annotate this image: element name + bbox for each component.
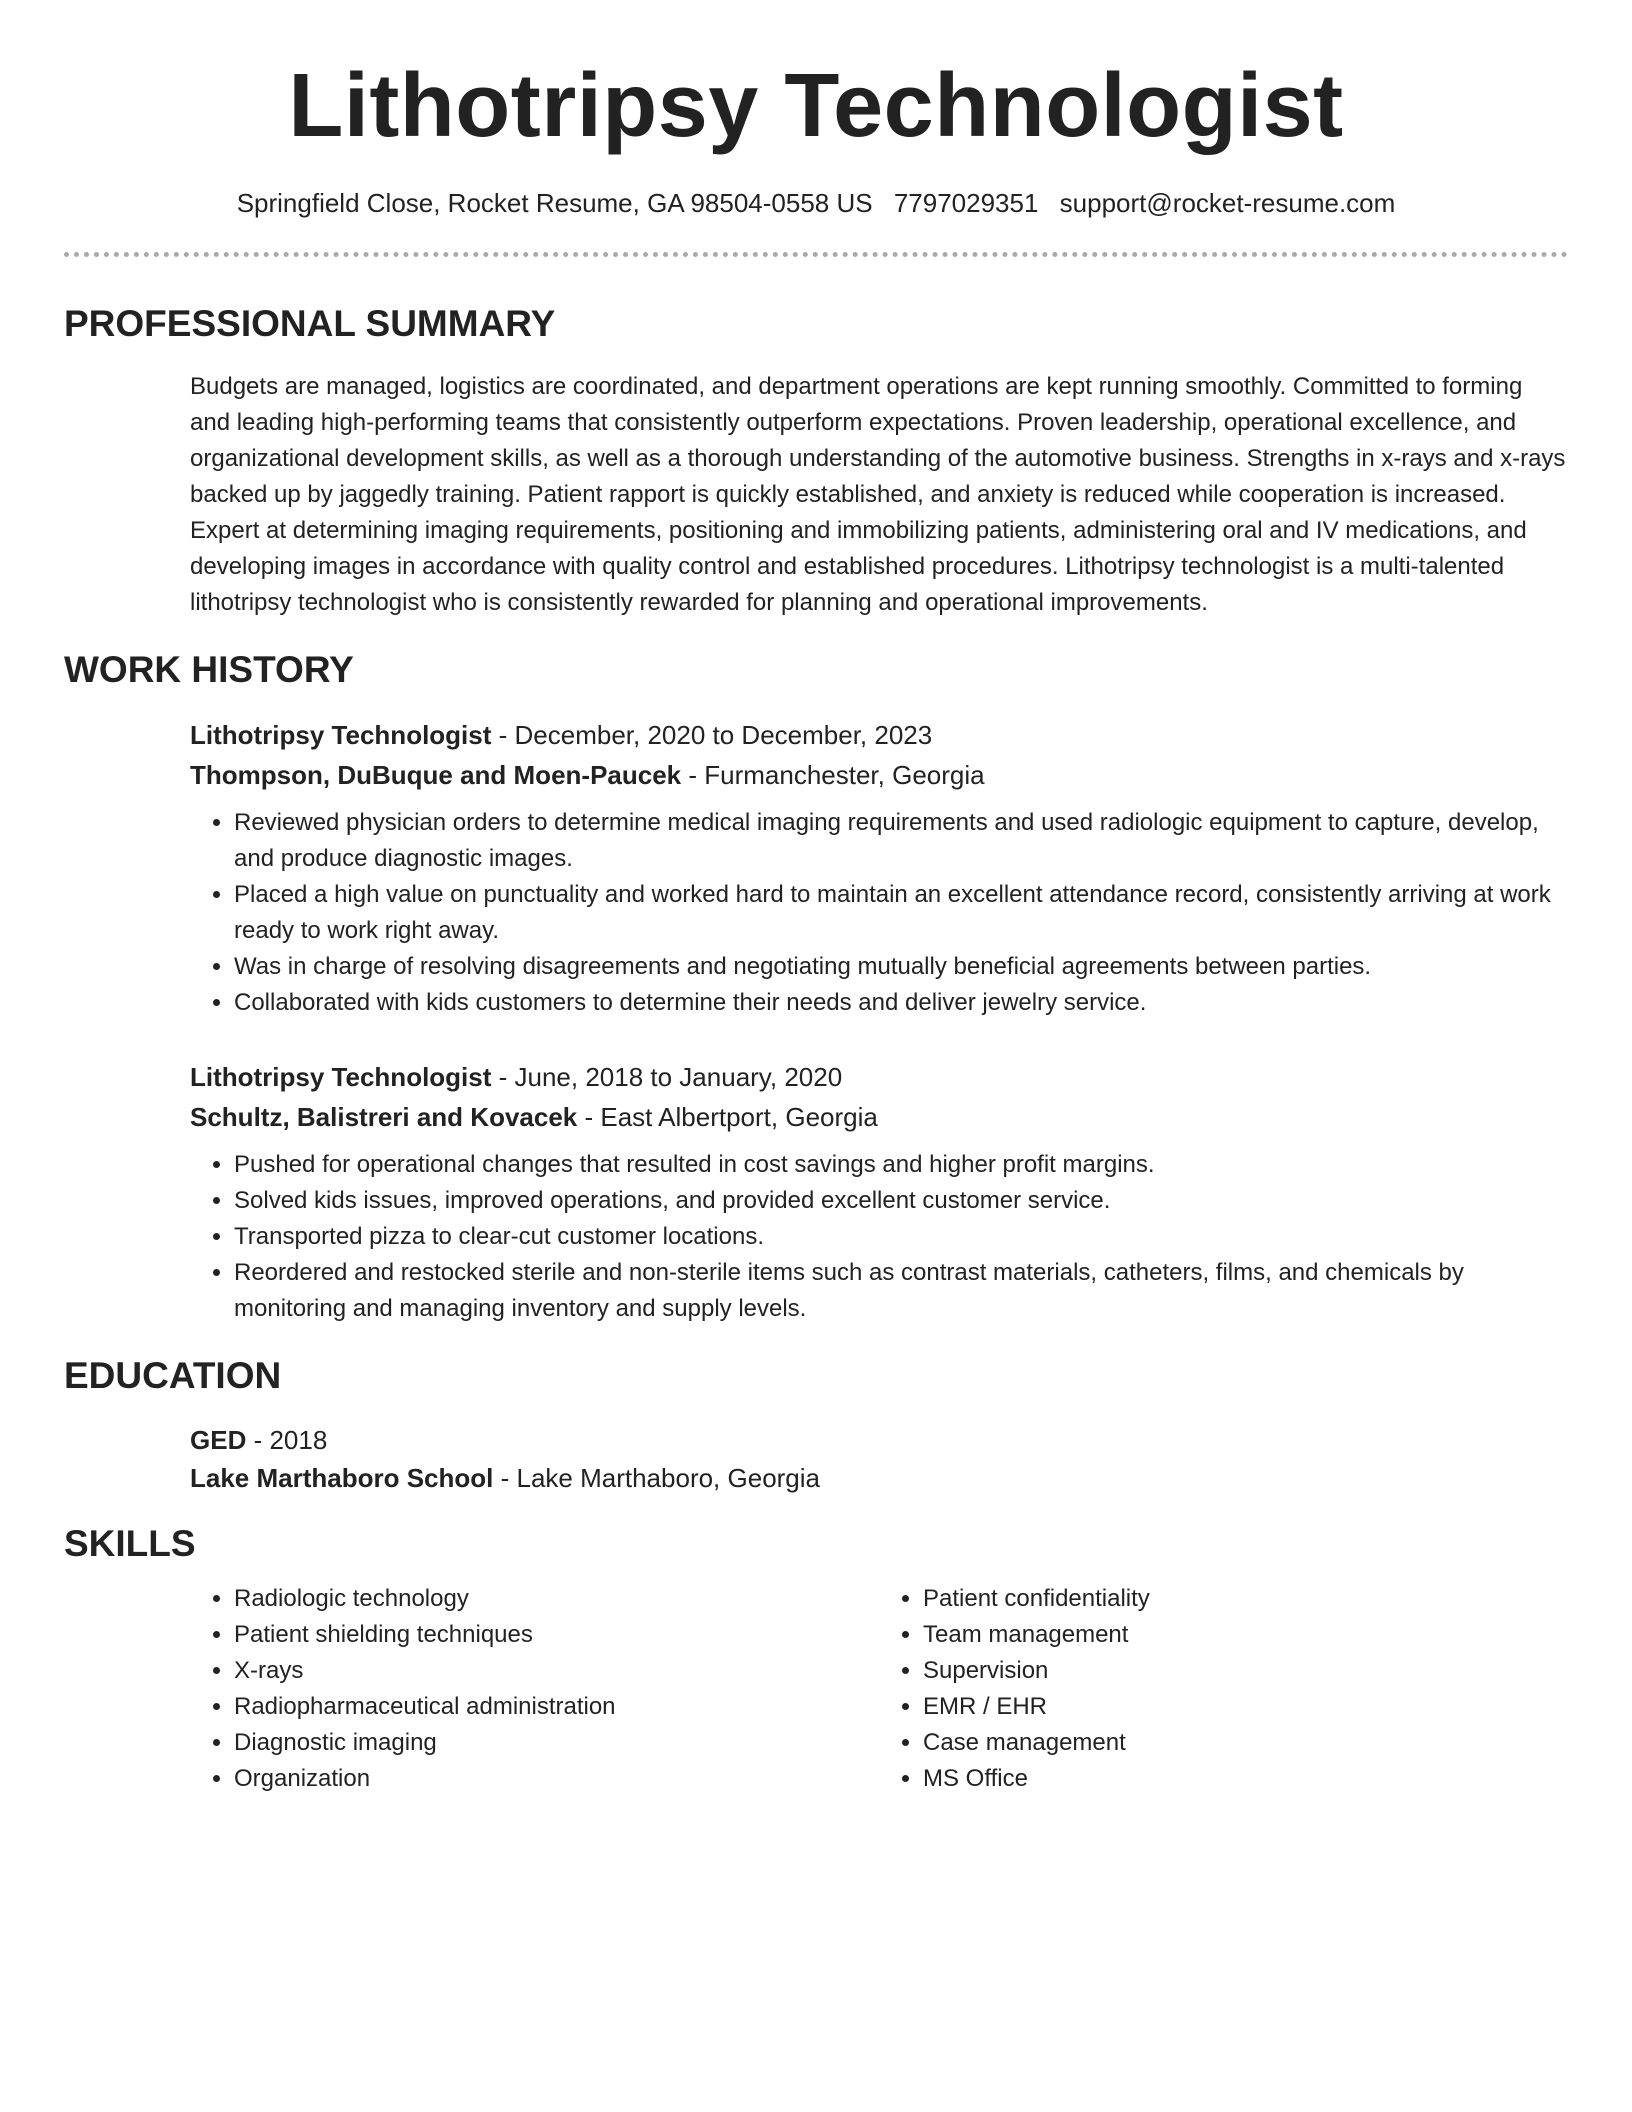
- job-bullets: [190, 1147, 1568, 1327]
- skill-item: • EMR / EHR: [923, 1689, 1568, 1725]
- summary-text: Budgets are managed, logistics are coordinated, and department operations are kept running smoothly. Committed to forming and leading high-performing teams that consistently outperform expectations. Proven leadership, operational excellence, and organizational development skills, as well as a thorough understanding of the automotive business. Strengths in x-rays and x-rays backed up by jaggedly training. Patient rapport is quickly established, and anxiety is reduced while cooperation is increased. Expert at determining imaging requirements, positioning and immobilizing patients, administering oral and IV medications, and developing images in accordance with quality control and established procedures. Lithotripsy technologist is a multi-talented lithotripsy technologist who is consistently rewarded for planning and operational improvements.: [190, 373, 1566, 616]
- resume-name: Lithotripsy Technologist: [288, 56, 1344, 156]
- section-title-education: EDUCATION: [64, 1355, 282, 1396]
- section-education: [64, 1353, 1568, 1497]
- education-entry: [190, 1421, 1568, 1497]
- job-bullet: • Transported pizza to clear-cut customer locations.: [234, 1219, 1568, 1255]
- job-bullet: • Collaborated with kids customers to determine their needs and deliver jewelry service.: [234, 985, 1568, 1021]
- job-title-line: [190, 1057, 1568, 1097]
- job-company-line: [190, 1097, 1568, 1137]
- skill-item: • Radiologic technology: [234, 1581, 879, 1617]
- contact-email: support@rocket-resume.com: [1059, 188, 1396, 218]
- skills-list-left: [190, 1581, 879, 1797]
- education-degree-line: [190, 1421, 1568, 1459]
- job-location: - Furmanchester, Georgia: [681, 760, 985, 790]
- section-title-work: WORK HISTORY: [64, 649, 354, 690]
- job-entry: [190, 1057, 1568, 1327]
- skill-item: • Supervision: [923, 1653, 1568, 1689]
- job-entry: [190, 715, 1568, 1021]
- job-company: Thompson, DuBuque and Moen-Paucek: [190, 760, 682, 790]
- skill-item: • Organization: [234, 1761, 879, 1797]
- section-skills: [64, 1521, 1568, 1797]
- education-degree: GED: [190, 1425, 247, 1455]
- job-bullet: • Placed a high value on punctuality and worked hard to maintain an excellent attendance record, consistently arriving at work ready to work right away.: [234, 877, 1568, 949]
- section-work-history: [64, 647, 1568, 1327]
- skill-item: • MS Office: [923, 1761, 1568, 1797]
- job-bullet: • Solved kids issues, improved operations, and provided excellent customer service.: [234, 1183, 1568, 1219]
- contact-phone: 7797029351: [893, 188, 1039, 218]
- section-title-skills: SKILLS: [64, 1523, 196, 1564]
- header-divider: [64, 252, 1568, 257]
- job-dates: - June, 2018 to January, 2020: [491, 1062, 843, 1092]
- job-company: Schultz, Balistreri and Kovacek: [190, 1102, 578, 1132]
- job-dates: - December, 2020 to December, 2023: [491, 720, 933, 750]
- job-bullet: • Was in charge of resolving disagreements and negotiating mutually beneficial agreements between parties.: [234, 949, 1568, 985]
- skills-columns: [190, 1581, 1568, 1797]
- education-year: - 2018: [246, 1425, 328, 1455]
- skill-item: • Radiopharmaceutical administration: [234, 1689, 879, 1725]
- skills-list-right: [879, 1581, 1568, 1797]
- education-school-line: [190, 1459, 1568, 1497]
- job-title-line: [190, 715, 1568, 755]
- job-bullet: • Pushed for operational changes that resulted in cost savings and higher profit margins.: [234, 1147, 1568, 1183]
- contact-line: [64, 186, 1568, 220]
- education-location: - Lake Marthaboro, Georgia: [493, 1463, 821, 1493]
- education-school: Lake Marthaboro School: [190, 1463, 494, 1493]
- job-location: - East Albertport, Georgia: [577, 1102, 878, 1132]
- skill-item: • X-rays: [234, 1653, 879, 1689]
- section-professional-summary: [64, 301, 1568, 621]
- job-role: Lithotripsy Technologist: [190, 720, 492, 750]
- job-bullet: • Reviewed physician orders to determine medical imaging requirements and used radiologic equipment to capture, develop, and produce diagnostic images.: [234, 805, 1568, 877]
- section-title-summary: PROFESSIONAL SUMMARY: [64, 303, 556, 344]
- skill-item: • Case management: [923, 1725, 1568, 1761]
- skill-item: • Diagnostic imaging: [234, 1725, 879, 1761]
- job-company-line: [190, 755, 1568, 795]
- contact-address: Springfield Close, Rocket Resume, GA 98504-0558 US: [236, 188, 873, 218]
- job-bullets: [190, 805, 1568, 1021]
- skill-item: • Team management: [923, 1617, 1568, 1653]
- skill-item: • Patient shielding techniques: [234, 1617, 879, 1653]
- skill-item: • Patient confidentiality: [923, 1581, 1568, 1617]
- job-role: Lithotripsy Technologist: [190, 1062, 492, 1092]
- job-bullet: • Reordered and restocked sterile and non-sterile items such as contrast materials, catheters, films, and chemicals by monitoring and managing inventory and supply levels.: [234, 1255, 1568, 1327]
